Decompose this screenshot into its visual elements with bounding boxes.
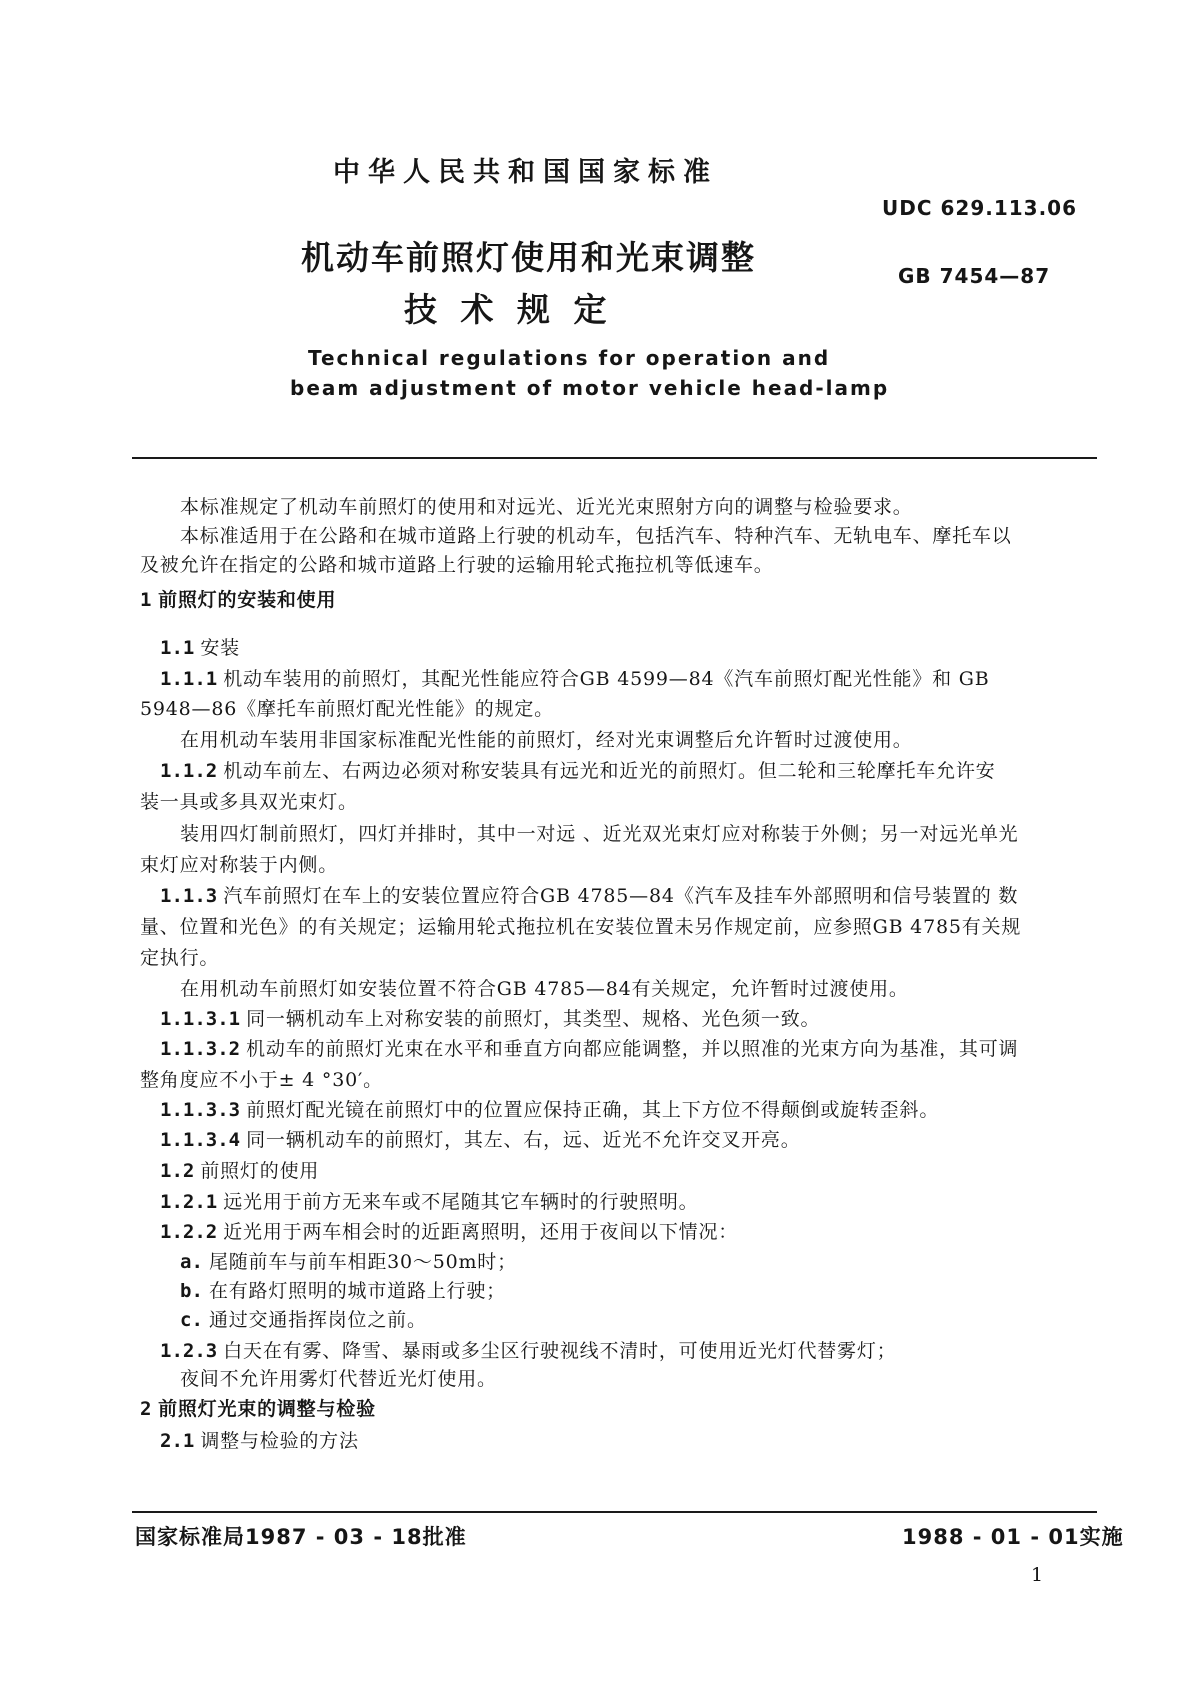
approval-date: 国家标准局1987 - 03 - 18批准 [135,1525,467,1549]
clause-number: 1.1.2 [160,760,218,782]
line-content [160,1155,319,1187]
udc-code: UDC 629.113.06 [882,196,1078,220]
clause-text: 机动车装用的前照灯，其配光性能应符合GB 4599—84《汽车前照灯配光性能》和 GB [223,668,990,690]
clause-number: 1.1.3.1 [160,1008,241,1030]
body-line [0,818,1191,850]
body-line [0,1216,1191,1248]
line-content [160,1124,801,1156]
body-line [0,880,1191,912]
title-cn-line-1: 机动车前照灯使用和光束调整 [301,238,756,277]
clause-text: 及被允许在指定的公路和城市道路上行驶的运输用轮式拖拉机等低速车。 [140,554,774,576]
clause-number: 1.1.3.3 [160,1099,241,1121]
body-line [0,942,1191,974]
body-line [0,1094,1191,1126]
line-content [140,849,338,881]
line-content [140,1064,383,1096]
clause-text: 调整与检验的方法 [200,1430,359,1452]
line-content [160,880,1018,912]
clause-text: 5948—86《摩托车前照灯配光性能》的规定。 [140,698,554,720]
clause-text: 本标准规定了机动车前照灯的使用和对远光、近光光束照射方向的调整与检验要求。 [180,496,913,518]
clause-text: 尾随前车与前车相距30～50m时； [208,1251,517,1273]
clause-text: 量、位置和光色》的有关规定；运输用轮式拖拉机在安装位置未另作规定前，应参照GB 4785有关规 [140,916,1022,938]
body-line [0,786,1191,818]
title-en-line-1: Technical regulations for operation and [308,346,831,370]
clause-number: 1.2.2 [160,1221,218,1243]
line-content [140,942,219,974]
clause-text: 远光用于前方无来车或不尾随其它车辆时的行驶照明。 [223,1191,699,1213]
clause-text: 前照灯光束的调整与检验 [158,1398,376,1420]
body-line [0,1033,1191,1065]
body-line [0,693,1191,725]
body-line [0,1275,1191,1307]
title-cn-line-2: 技 术 规 定 [404,290,613,329]
effective-date: 1988 - 01 - 01实施 [902,1525,1124,1549]
clause-text: 同一辆机动车上对称安装的前照灯，其类型、规格、光色须一致。 [246,1008,821,1030]
body-line [0,1155,1191,1187]
clause-number: 1.1.3.4 [160,1129,241,1151]
body-line [0,632,1191,664]
body-line [0,1186,1191,1218]
title-en-line-2: beam adjustment of motor vehicle head-lamp [290,376,890,400]
body-line [0,1246,1191,1278]
clause-text: 白天在有雾、降雪、暴雨或多尘区行驶视线不清时，可使用近光灯代替雾灯； [223,1340,897,1362]
body-line [0,849,1191,881]
clause-text: 同一辆机动车的前照灯，其左、右，远、近光不允许交叉开亮。 [246,1129,801,1151]
line-content [180,520,1012,552]
line-content [160,1186,698,1218]
clause-number: 1.2 [160,1160,195,1182]
clause-text: 前照灯的使用 [200,1160,320,1182]
body-line [0,973,1191,1005]
page-number: 1 [1031,1564,1044,1586]
clause-number: 2 [140,1398,152,1420]
clause-number: 1 [140,589,152,611]
line-content [180,818,1018,850]
clause-text: 束灯应对称装于内侧。 [140,854,339,876]
line-content [140,911,1021,943]
line-content [160,1033,1018,1065]
body-line [0,1124,1191,1156]
clause-number: 2.1 [160,1430,195,1452]
line-content [160,1003,820,1035]
body-line [0,584,1191,616]
line-content [160,1094,939,1126]
body-line [0,724,1191,756]
body-line [0,663,1191,695]
clause-text: 近光用于两车相会时的近距离照明，还用于夜间以下情况： [223,1221,739,1243]
clause-text: 通过交通指挥岗位之前。 [208,1309,427,1331]
line-content [140,1393,376,1425]
line-content [180,973,909,1005]
clause-text: 定执行。 [140,947,220,969]
clause-number: 1.1 [160,637,195,659]
clause-text: 夜间不允许用雾灯代替近光灯使用。 [180,1368,497,1390]
body-line [0,755,1191,787]
body-line [0,1425,1191,1457]
clause-text: 装一具或多具双光束灯。 [140,791,358,813]
line-content [180,491,913,523]
clause-number: 1.2.3 [160,1340,218,1362]
line-content [160,755,995,787]
line-content [140,549,774,581]
clause-text: 前照灯配光镜在前照灯中的位置应保持正确，其上下方位不得颠倒或旋转歪斜。 [246,1099,940,1121]
top-rule [132,457,1097,459]
clause-text: 汽车前照灯在车上的安装位置应符合GB 4785—84《汽车及挂车外部照明和信号装置的 数 [223,885,1019,907]
body-line [0,1064,1191,1096]
clause-number: 1.1.1 [160,668,218,690]
clause-text: 在有路灯照明的城市道路上行驶； [208,1280,506,1302]
clause-number: 1.2.1 [160,1191,218,1213]
clause-text: 在用机动车前照灯如安装位置不符合GB 4785—84有关规定，允许暂时过渡使用。 [180,978,909,1000]
body-line [0,1393,1191,1425]
line-content [140,693,554,725]
line-content [140,786,358,818]
line-content [160,632,240,664]
clause-text: 机动车的前照灯光束在水平和垂直方向都应能调整，并以照准的光束方向为基准，其可调 [246,1038,1019,1060]
body-line [0,549,1191,581]
body-line [0,491,1191,523]
footer-rule [132,1511,1097,1513]
body-line [0,911,1191,943]
line-content [180,1363,497,1395]
line-content [180,1304,427,1336]
clause-text: 安装 [200,637,240,659]
clause-text: 在用机动车装用非国家标准配光性能的前照灯，经对光束调整后允许暂时过渡使用。 [180,729,913,751]
body-line [0,1363,1191,1395]
gb-number: GB 7454—87 [898,264,1051,288]
clause-number: 1.1.3 [160,885,218,907]
clause-text: 机动车前左、右两边必须对称安装具有远光和近光的前照灯。但二轮和三轮摩托车允许安 [223,760,996,782]
line-content [180,1246,517,1278]
line-content [180,724,913,756]
line-content [160,1216,738,1248]
clause-text: 装用四灯制前照灯，四灯并排时，其中一对远 、近光双光束灯应对称装于外侧；另一对远光单光 [180,823,1019,845]
body-line [0,520,1191,552]
line-content [180,1275,506,1307]
body-line [0,1304,1191,1336]
clause-number: a. [180,1251,203,1273]
line-content [160,1425,359,1457]
body-line [0,1003,1191,1035]
clause-text: 整角度应不小于± 4 °30′。 [140,1069,383,1091]
clause-number: 1.1.3.2 [160,1038,241,1060]
line-content [140,584,336,616]
clause-number: b. [180,1280,203,1302]
clause-text: 本标准适用于在公路和在城市道路上行驶的机动车，包括汽车、特种汽车、无轨电车、摩托车以 [180,525,1012,547]
clause-text: 前照灯的安装和使用 [158,589,337,611]
line-content [160,663,990,695]
country-standard-heading: 中华人民共和国国家标准 [333,157,718,188]
clause-number: c. [180,1309,203,1331]
